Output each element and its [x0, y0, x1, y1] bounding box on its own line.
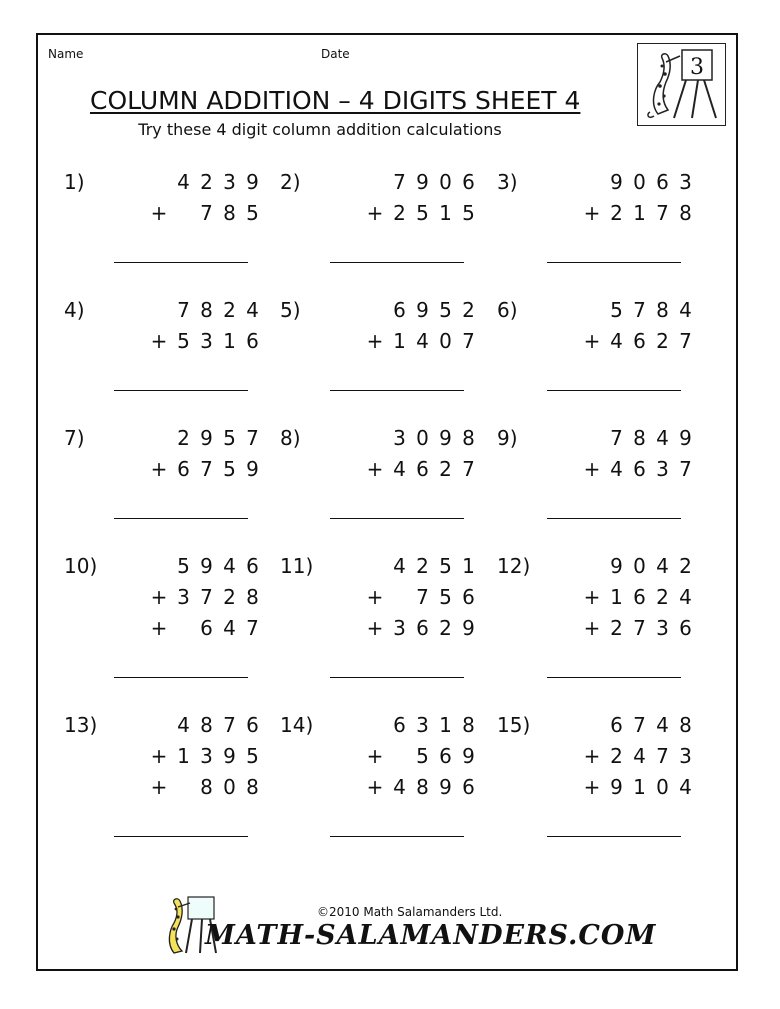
problem-13	[64, 713, 264, 833]
digit: 9	[610, 170, 623, 194]
digit: 7	[223, 713, 236, 737]
digit: 1	[633, 201, 646, 225]
date-label: Date	[321, 47, 350, 61]
answer-line[interactable]	[114, 836, 248, 837]
operator-sign	[146, 298, 172, 330]
problem-number: 5)	[280, 298, 301, 322]
problem-14	[280, 713, 480, 833]
digit: 9	[246, 170, 259, 194]
digit: 8	[462, 713, 475, 737]
digit: 2	[679, 554, 692, 578]
digit: 1	[393, 329, 406, 353]
digit: 3	[679, 744, 692, 768]
answer-line[interactable]	[114, 390, 248, 391]
digit: 5	[416, 201, 429, 225]
operator-sign	[579, 713, 605, 745]
digit: 2	[462, 298, 475, 322]
digit: 5	[610, 298, 623, 322]
digit: 7	[200, 457, 213, 481]
operator-sign: +	[583, 775, 601, 799]
problem-number: 2)	[280, 170, 301, 194]
digit: 6	[610, 713, 623, 737]
digit: 3	[679, 170, 692, 194]
operator-sign: +	[366, 201, 384, 225]
digit: 8	[246, 585, 259, 609]
operator-sign: +	[366, 457, 384, 481]
addend-top	[146, 298, 264, 330]
digit: 5	[246, 744, 259, 768]
digit: 1	[177, 744, 190, 768]
addend-top	[579, 170, 697, 202]
digit: 3	[393, 616, 406, 640]
problem-number: 6)	[497, 298, 518, 322]
digit: 6	[246, 713, 259, 737]
digit: 1	[439, 713, 452, 737]
problem-10	[64, 554, 264, 674]
operator-sign: +	[366, 775, 384, 799]
digit: 2	[610, 616, 623, 640]
answer-line[interactable]	[547, 262, 681, 263]
operator-sign: +	[150, 585, 168, 609]
digit: 5	[462, 201, 475, 225]
digit: 4	[246, 298, 259, 322]
digit: 6	[200, 616, 213, 640]
problem-number: 9)	[497, 426, 518, 450]
digit: 3	[393, 426, 406, 450]
digit: 4	[393, 554, 406, 578]
operator-sign	[146, 713, 172, 745]
addend-row	[146, 585, 264, 617]
digit: 2	[416, 554, 429, 578]
operator-sign	[579, 426, 605, 458]
digit: 6	[416, 457, 429, 481]
digit: 2	[656, 585, 669, 609]
digit: 7	[462, 329, 475, 353]
digit: 4	[610, 329, 623, 353]
addend-top	[362, 713, 480, 745]
digit: 8	[223, 201, 236, 225]
operator-sign	[362, 713, 388, 745]
addend-top	[362, 426, 480, 458]
digit: 7	[679, 457, 692, 481]
operator-sign: +	[150, 329, 168, 353]
digit: 9	[246, 457, 259, 481]
addend-row	[579, 775, 697, 807]
name-label: Name	[48, 47, 84, 61]
digit: 2	[223, 298, 236, 322]
digit: 7	[200, 585, 213, 609]
digit: 6	[633, 329, 646, 353]
digit: 7	[656, 744, 669, 768]
digit: 2	[393, 201, 406, 225]
digit: 9	[679, 426, 692, 450]
digit: 3	[200, 329, 213, 353]
digit: 7	[200, 201, 213, 225]
operator-sign: +	[366, 616, 384, 640]
copyright-text: ©2010 Math Salamanders Ltd.	[317, 905, 503, 919]
digit: 0	[223, 775, 236, 799]
addend-row	[579, 201, 697, 233]
level-badge: 3	[690, 55, 704, 80]
digit: 5	[439, 298, 452, 322]
addend-row	[579, 744, 697, 776]
digit: 8	[679, 713, 692, 737]
digit: 6	[462, 775, 475, 799]
operator-sign: +	[366, 329, 384, 353]
operator-sign: +	[150, 457, 168, 481]
digit: 1	[439, 201, 452, 225]
brand-wordmark: MATH-SALAMANDERS.COM	[205, 920, 657, 951]
problem-7	[64, 426, 264, 546]
addend-top	[579, 554, 697, 586]
problem-2	[280, 170, 480, 290]
digit	[172, 616, 195, 648]
digit	[388, 585, 411, 617]
addend-row	[362, 744, 480, 776]
digit: 7	[633, 713, 646, 737]
operator-sign: +	[366, 585, 384, 609]
problem-number: 14)	[280, 713, 314, 737]
answer-line[interactable]	[547, 836, 681, 837]
operator-sign: +	[583, 616, 601, 640]
answer-line[interactable]	[547, 677, 681, 678]
operator-sign	[146, 170, 172, 202]
digit: 9	[462, 616, 475, 640]
digit: 4	[393, 775, 406, 799]
digit: 7	[177, 298, 190, 322]
digit: 0	[633, 554, 646, 578]
problem-1	[64, 170, 264, 290]
digit: 3	[177, 585, 190, 609]
digit: 1	[223, 329, 236, 353]
digit: 4	[177, 713, 190, 737]
digit: 6	[633, 457, 646, 481]
problem-number: 1)	[64, 170, 85, 194]
digit: 6	[439, 744, 452, 768]
addend-top	[146, 426, 264, 458]
digit: 0	[416, 426, 429, 450]
digit: 6	[416, 616, 429, 640]
digit: 4	[656, 426, 669, 450]
salamander-logo	[637, 43, 726, 126]
digit: 9	[416, 298, 429, 322]
digit: 1	[462, 554, 475, 578]
problem-number: 10)	[64, 554, 98, 578]
digit: 0	[439, 329, 452, 353]
digit: 3	[200, 744, 213, 768]
digit: 7	[246, 426, 259, 450]
digit: 1	[633, 775, 646, 799]
digit: 4	[679, 775, 692, 799]
operator-sign	[146, 426, 172, 458]
operator-sign	[362, 554, 388, 586]
problem-number: 8)	[280, 426, 301, 450]
digit: 7	[246, 616, 259, 640]
page-title: COLUMN ADDITION – 4 DIGITS SHEET 4	[90, 86, 581, 115]
digit: 5	[416, 744, 429, 768]
problem-5	[280, 298, 480, 418]
digit	[388, 744, 411, 776]
addend-row	[362, 616, 480, 648]
digit: 2	[439, 457, 452, 481]
page-subtitle: Try these 4 digit column addition calculations	[138, 120, 502, 139]
answer-line[interactable]	[330, 836, 464, 837]
digit: 2	[610, 744, 623, 768]
digit: 5	[177, 329, 190, 353]
addend-row	[146, 616, 264, 648]
digit: 4	[679, 585, 692, 609]
digit: 2	[656, 329, 669, 353]
answer-line[interactable]	[114, 677, 248, 678]
digit: 6	[177, 457, 190, 481]
problem-9	[497, 426, 697, 546]
addend-row	[579, 585, 697, 617]
addend-row	[146, 775, 264, 807]
digit: 4	[656, 554, 669, 578]
digit: 8	[200, 298, 213, 322]
digit: 7	[656, 201, 669, 225]
operator-sign: +	[583, 744, 601, 768]
digit: 4	[393, 457, 406, 481]
digit: 9	[462, 744, 475, 768]
digit: 4	[223, 554, 236, 578]
problem-number: 7)	[64, 426, 85, 450]
digit: 8	[656, 298, 669, 322]
digit: 9	[610, 775, 623, 799]
digit: 9	[439, 426, 452, 450]
answer-line[interactable]	[330, 390, 464, 391]
digit: 2	[223, 585, 236, 609]
digit: 4	[223, 616, 236, 640]
addend-top	[362, 170, 480, 202]
addend-row	[362, 201, 480, 233]
digit: 9	[416, 170, 429, 194]
operator-sign: +	[150, 744, 168, 768]
answer-line[interactable]	[114, 518, 248, 519]
digit: 5	[439, 554, 452, 578]
digit: 0	[633, 170, 646, 194]
addend-top	[362, 298, 480, 330]
digit: 6	[462, 585, 475, 609]
problem-8	[280, 426, 480, 546]
digit: 6	[246, 554, 259, 578]
operator-sign	[146, 554, 172, 586]
digit: 3	[656, 457, 669, 481]
operator-sign	[579, 170, 605, 202]
addend-top	[579, 426, 697, 458]
digit: 8	[633, 426, 646, 450]
addend-row	[362, 329, 480, 361]
digit: 9	[439, 775, 452, 799]
digit: 8	[246, 775, 259, 799]
operator-sign	[579, 298, 605, 330]
problem-number: 3)	[497, 170, 518, 194]
addend-top	[146, 713, 264, 745]
digit: 6	[246, 329, 259, 353]
digit: 6	[393, 713, 406, 737]
operator-sign: +	[583, 329, 601, 353]
digit: 5	[177, 554, 190, 578]
problem-11	[280, 554, 480, 674]
answer-line[interactable]	[330, 677, 464, 678]
digit: 7	[462, 457, 475, 481]
operator-sign: +	[150, 201, 168, 225]
addend-row	[146, 744, 264, 776]
problem-6	[497, 298, 697, 418]
digit: 4	[610, 457, 623, 481]
operator-sign: +	[583, 585, 601, 609]
problem-15	[497, 713, 697, 833]
salamander-easel-icon	[638, 44, 724, 124]
digit: 1	[610, 585, 623, 609]
digit: 5	[223, 426, 236, 450]
digit: 4	[679, 298, 692, 322]
addend-row	[579, 457, 697, 489]
digit: 9	[610, 554, 623, 578]
digit: 9	[200, 426, 213, 450]
answer-line[interactable]	[114, 262, 248, 263]
operator-sign: +	[150, 616, 168, 640]
digit: 2	[177, 426, 190, 450]
digit: 6	[656, 170, 669, 194]
operator-sign	[362, 298, 388, 330]
operator-sign	[362, 170, 388, 202]
answer-line[interactable]	[330, 518, 464, 519]
digit: 3	[223, 170, 236, 194]
digit: 3	[656, 616, 669, 640]
answer-line[interactable]	[547, 390, 681, 391]
addend-row	[146, 329, 264, 361]
answer-line[interactable]	[330, 262, 464, 263]
digit: 9	[200, 554, 213, 578]
digit	[172, 201, 195, 233]
addend-row	[362, 457, 480, 489]
digit: 4	[416, 329, 429, 353]
digit: 8	[462, 426, 475, 450]
digit: 2	[610, 201, 623, 225]
digit: 0	[439, 170, 452, 194]
addend-row	[362, 585, 480, 617]
operator-sign: +	[366, 744, 384, 768]
digit: 7	[393, 170, 406, 194]
addend-top	[362, 554, 480, 586]
addend-row	[146, 457, 264, 489]
problem-4	[64, 298, 264, 418]
digit: 8	[200, 775, 213, 799]
addend-row	[146, 201, 264, 233]
digit: 4	[633, 744, 646, 768]
digit: 6	[679, 616, 692, 640]
digit: 5	[246, 201, 259, 225]
digit: 7	[633, 616, 646, 640]
addend-top	[146, 170, 264, 202]
digit: 7	[416, 585, 429, 609]
problem-number: 13)	[64, 713, 98, 737]
problem-number: 15)	[497, 713, 531, 737]
addend-row	[579, 329, 697, 361]
operator-sign	[579, 554, 605, 586]
digit: 7	[633, 298, 646, 322]
problem-3	[497, 170, 697, 290]
digit: 5	[223, 457, 236, 481]
addend-top	[146, 554, 264, 586]
operator-sign: +	[583, 457, 601, 481]
digit: 6	[393, 298, 406, 322]
answer-line[interactable]	[547, 518, 681, 519]
digit: 6	[633, 585, 646, 609]
digit: 5	[439, 585, 452, 609]
digit: 3	[416, 713, 429, 737]
addend-top	[579, 713, 697, 745]
digit: 8	[679, 201, 692, 225]
digit: 7	[610, 426, 623, 450]
problem-12	[497, 554, 697, 674]
operator-sign: +	[150, 775, 168, 799]
addend-row	[579, 616, 697, 648]
addend-top	[579, 298, 697, 330]
digit: 0	[656, 775, 669, 799]
digit: 8	[200, 713, 213, 737]
addend-row	[362, 775, 480, 807]
problem-number: 12)	[497, 554, 531, 578]
problem-number: 11)	[280, 554, 314, 578]
digit: 2	[200, 170, 213, 194]
problem-number: 4)	[64, 298, 85, 322]
digit: 7	[679, 329, 692, 353]
digit: 2	[439, 616, 452, 640]
digit: 4	[177, 170, 190, 194]
digit: 4	[656, 713, 669, 737]
digit	[172, 775, 195, 807]
digit: 6	[462, 170, 475, 194]
digit: 9	[223, 744, 236, 768]
operator-sign	[362, 426, 388, 458]
operator-sign: +	[583, 201, 601, 225]
digit: 8	[416, 775, 429, 799]
